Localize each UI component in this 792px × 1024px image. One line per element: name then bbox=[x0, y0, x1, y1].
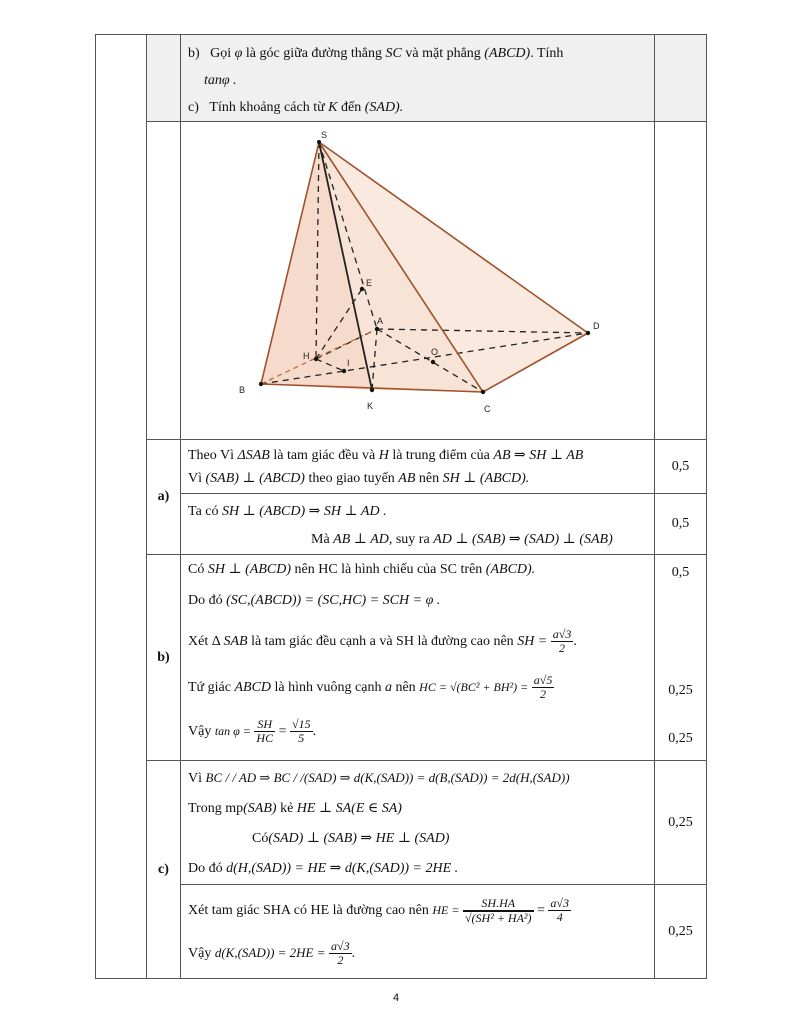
math-tan-phi: tanφ . bbox=[204, 73, 237, 88]
math: AB bbox=[398, 471, 416, 486]
math-k: K bbox=[328, 100, 338, 115]
question-b-text: . Tính bbox=[530, 46, 564, 61]
text: Vì bbox=[188, 771, 202, 786]
text: Vậy bbox=[188, 946, 212, 961]
denominator: 2 bbox=[559, 641, 566, 656]
text: Tứ giác bbox=[188, 680, 231, 695]
math: ΔSAB bbox=[237, 448, 270, 463]
text: , suy ra bbox=[388, 532, 430, 547]
fraction bbox=[532, 674, 555, 701]
answer-c-line6: Vậy d(K,(SAD)) = 2HE = $\frac{a√3}{2}$ . bbox=[188, 939, 356, 968]
math: BC / / AD ⇒ BC / /(SAD) ⇒ d(K,(SAD)) = d(B,(SAD)) = 2d(H,(SAD)) bbox=[205, 770, 570, 785]
figure-points-cell bbox=[655, 122, 707, 440]
answer-b-label: b) bbox=[147, 555, 181, 761]
question-b-text: Gọi bbox=[210, 46, 232, 61]
label-d: D bbox=[593, 321, 600, 331]
label-o: O bbox=[431, 347, 439, 357]
numerator: SH bbox=[254, 718, 275, 732]
fraction bbox=[551, 628, 574, 655]
fraction bbox=[290, 718, 313, 745]
fraction bbox=[329, 940, 352, 967]
denominator: 2 bbox=[540, 687, 547, 702]
answer-a-row2 bbox=[96, 494, 707, 555]
text: Theo Vì bbox=[188, 448, 235, 463]
answer-c-label: c) bbox=[147, 761, 181, 979]
text: Xét tam giác SHA có HE là đường cao nên bbox=[188, 903, 429, 918]
math: H bbox=[378, 448, 389, 463]
answer-a-line1 bbox=[188, 444, 654, 467]
question-c-prefix: c) bbox=[188, 100, 199, 115]
answer-c-cell2 bbox=[181, 885, 655, 979]
answer-c-line1 bbox=[188, 763, 654, 794]
solution-table bbox=[95, 34, 707, 979]
question-b-text: là góc giữa đường thẳng bbox=[245, 46, 383, 61]
question-row bbox=[96, 35, 707, 122]
label-h: H bbox=[303, 351, 310, 361]
label-c: C bbox=[484, 404, 491, 414]
answer-a-points2: 0,5 bbox=[655, 494, 707, 555]
math: (ABCD). bbox=[485, 562, 536, 577]
answer-a-line3 bbox=[188, 498, 654, 526]
math: (SAB) ⊥ (ABCD) bbox=[205, 471, 305, 486]
denominator: 5 bbox=[298, 731, 305, 746]
math: HE = bbox=[432, 903, 460, 917]
numerator: a√3 bbox=[550, 896, 570, 911]
math: SH ⊥ (ABCD). bbox=[442, 471, 530, 486]
text: Do đó bbox=[188, 593, 223, 608]
answer-c-row1 bbox=[96, 761, 707, 885]
math: SH ⊥ (ABCD) bbox=[207, 562, 291, 577]
text: nên bbox=[395, 680, 416, 695]
label-k: K bbox=[367, 401, 374, 411]
denominator: 2 bbox=[337, 953, 344, 968]
answer-a-cell2 bbox=[181, 494, 655, 555]
page-number: 4 bbox=[392, 992, 400, 1004]
math: (SAD) ⊥ (SAB) ⇒ HE ⊥ (SAD) bbox=[268, 831, 450, 846]
numerator: a√5 bbox=[533, 673, 553, 688]
question-c-text: Tính khoảng cách từ bbox=[209, 100, 325, 115]
numerator: a√3 bbox=[552, 627, 572, 642]
text: Có bbox=[252, 831, 269, 846]
answer-c-points2: 0,25 bbox=[655, 885, 707, 979]
question-b-line2 bbox=[188, 67, 654, 94]
denominator: 4 bbox=[556, 910, 563, 925]
text: Xét Δ bbox=[188, 634, 220, 649]
math: d(H,(SAD)) = HE ⇒ d(K,(SAD)) = 2HE . bbox=[226, 861, 459, 876]
numerator: a√3 bbox=[331, 939, 350, 954]
fraction bbox=[254, 718, 275, 745]
text: Trong mp bbox=[188, 801, 244, 816]
text: là hình vuông cạnh bbox=[274, 680, 382, 695]
figure-cell bbox=[181, 122, 655, 440]
math: SH = bbox=[517, 634, 548, 649]
text: kẻ bbox=[280, 801, 294, 816]
answer-b-points-cell bbox=[655, 555, 707, 761]
answer-a-label: a) bbox=[147, 440, 181, 555]
question-b-text: và mặt phẳng bbox=[405, 46, 481, 61]
phi-symbol: φ bbox=[234, 46, 243, 61]
math: d(K,(SAD)) = 2HE = bbox=[214, 945, 326, 960]
answer-c-points1: 0,25 bbox=[655, 761, 707, 885]
answer-c-line3 bbox=[188, 824, 654, 854]
answer-b-line4 bbox=[188, 669, 654, 713]
text: nên bbox=[418, 471, 440, 486]
math: AD ⊥ (SAB) ⇒ (SAD) ⊥ (SAB) bbox=[433, 532, 613, 547]
fraction bbox=[463, 897, 534, 925]
text: nên HC là hình chiếu của SC trên bbox=[294, 562, 483, 577]
math-sad: (SAD). bbox=[364, 100, 404, 115]
answer-c-line4 bbox=[188, 854, 654, 884]
math: SH ⊥ (ABCD) ⇒ SH ⊥ AD . bbox=[222, 504, 387, 519]
question-cell bbox=[181, 35, 655, 122]
answer-c-line5: Xét tam giác SHA có HE là đường cao nên HE = $\frac{SH.HA}{\text{√(SH² + HA²)}}$ = $\frac{a√3}{4}$ bbox=[188, 895, 570, 925]
text: là tam giác đều và bbox=[273, 448, 376, 463]
math: SAB bbox=[223, 634, 248, 649]
question-c-line bbox=[188, 94, 654, 121]
text: Do đó bbox=[188, 861, 223, 876]
question-b-line1 bbox=[188, 40, 654, 67]
label-e: E bbox=[366, 278, 373, 288]
text: Ta có bbox=[188, 504, 219, 519]
math: AB ⇒ SH ⊥ AB bbox=[493, 448, 584, 463]
answer-a-line2 bbox=[188, 467, 654, 490]
figure-label-cell bbox=[147, 122, 181, 440]
label-b: B bbox=[239, 385, 246, 395]
text: Vậy bbox=[188, 724, 212, 739]
numerator: SH.HA bbox=[463, 897, 534, 911]
answer-b-points2: 0,25 bbox=[668, 683, 693, 698]
answer-b-cell bbox=[181, 555, 655, 761]
figure-row bbox=[96, 122, 707, 440]
answer-b-row bbox=[96, 555, 707, 761]
answer-b-line5: Vậy tan φ = $\frac{SH}{HC}$ = $\frac{√15}{5}$ . bbox=[188, 717, 317, 746]
math: a bbox=[384, 680, 392, 695]
question-points-cell bbox=[655, 35, 707, 122]
math: HE ⊥ SA(E ∈ SA) bbox=[296, 801, 402, 816]
label-a: A bbox=[377, 316, 384, 326]
answer-b-points1: 0,5 bbox=[671, 565, 690, 580]
math: (SC,(ABCD)) = (SC,HC) = SCH = φ . bbox=[226, 593, 441, 608]
answer-a-cell1 bbox=[181, 440, 655, 494]
question-b-prefix: b) bbox=[188, 46, 200, 61]
math: ABCD bbox=[234, 680, 272, 695]
answer-b-line1 bbox=[188, 559, 654, 589]
text: là trung điểm của bbox=[392, 448, 490, 463]
pyramid-figure bbox=[181, 122, 655, 438]
denominator: √(SH² + HA²) bbox=[464, 910, 532, 925]
math-abcd: (ABCD) bbox=[484, 46, 531, 61]
label-i: I bbox=[347, 358, 350, 368]
text: Mà bbox=[311, 532, 330, 547]
answer-c-cell1 bbox=[181, 761, 655, 885]
answer-b-line3: Xét Δ SAB là tam giác đều cạnh a và SH là đường cao nên SH = $\frac{a√3}{2}$ . bbox=[188, 627, 577, 656]
label-s: S bbox=[321, 130, 328, 140]
text: theo giao tuyến bbox=[308, 471, 395, 486]
text: là tam giác đều cạnh a và SH là đường cao nên bbox=[251, 634, 514, 649]
math: tan φ = bbox=[214, 724, 251, 738]
answer-a-line4 bbox=[188, 526, 654, 554]
answer-c-line2 bbox=[188, 794, 654, 824]
question-label-cell bbox=[147, 35, 181, 122]
math: HC = √(BC² + BH²) = bbox=[419, 680, 529, 694]
answer-a-row1 bbox=[96, 440, 707, 494]
denominator: HC bbox=[256, 731, 274, 746]
math: AB ⊥ AD bbox=[333, 532, 389, 547]
answer-b-line2 bbox=[188, 589, 654, 625]
text: Vì bbox=[188, 471, 202, 486]
answer-b-points3: 0,25 bbox=[668, 731, 693, 746]
math-sc: SC bbox=[385, 46, 402, 61]
answer-a-points1: 0,5 bbox=[655, 440, 707, 494]
question-c-text: đến bbox=[341, 100, 362, 115]
fraction bbox=[548, 897, 571, 924]
math: (SAB) bbox=[243, 801, 277, 816]
text: Có bbox=[188, 562, 205, 577]
numerator: √15 bbox=[291, 717, 311, 732]
outer-margin-col bbox=[96, 35, 147, 979]
answer-c-row2 bbox=[96, 885, 707, 979]
